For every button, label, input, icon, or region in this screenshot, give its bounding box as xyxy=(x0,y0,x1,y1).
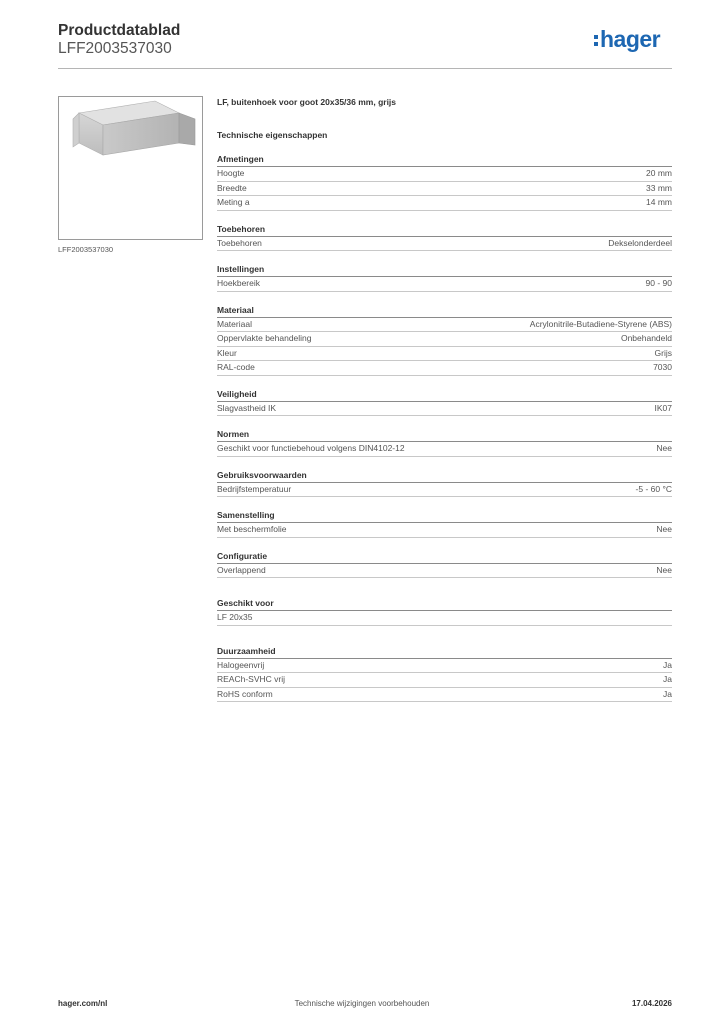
header-divider xyxy=(58,68,672,69)
spec-value: 90 - 90 xyxy=(645,278,672,288)
spec-value: IK07 xyxy=(654,402,672,413)
hager-logo xyxy=(594,26,660,53)
spec-value: Ja xyxy=(663,674,672,684)
spec-value: 33 mm xyxy=(646,182,672,193)
spec-label: RoHS conform xyxy=(217,688,273,699)
spec-label: Oppervlakte behandeling xyxy=(217,333,312,343)
spec-label: Toebehoren xyxy=(217,237,262,248)
section-title: Normen xyxy=(217,428,672,442)
spec-row xyxy=(217,442,672,457)
spec-value: Grijs xyxy=(654,347,672,358)
product-name: LF, buitenhoek voor goot 20x35/36 mm, grijs xyxy=(217,97,397,107)
page-title: Productdatablad xyxy=(58,22,181,39)
spec-row xyxy=(217,564,672,579)
spec-value: 14 mm xyxy=(646,197,672,207)
spec-value: Acrylonitrile-Butadiene-Styrene (ABS) xyxy=(529,318,672,329)
spec-label: Geschikt voor functiebehoud volgens DIN4102-12 xyxy=(217,443,405,453)
spec-label: Overlappend xyxy=(217,564,266,575)
section-title: Materiaal xyxy=(217,304,672,318)
spec-value: Onbehandeld xyxy=(620,333,672,343)
spec-label: Breedte xyxy=(217,182,247,193)
corner-piece-icon xyxy=(59,97,202,239)
spec-value: 7030 xyxy=(653,362,672,372)
logo-dots-icon xyxy=(594,32,598,49)
section-title: Duurzaamheid xyxy=(217,645,672,659)
spec-value: Nee xyxy=(656,564,672,575)
section-title: Instellingen xyxy=(217,263,672,277)
spec-label: Halogeenvrij xyxy=(217,659,265,670)
section-title: Gebruiksvoorwaarden xyxy=(217,469,672,483)
section-title: Afmetingen xyxy=(217,153,672,167)
spec-row xyxy=(217,347,672,362)
section-afmetingen xyxy=(217,153,672,211)
product-image xyxy=(58,96,203,240)
footer-website-link[interactable]: hager.com/nl xyxy=(58,999,108,1008)
spec-value: Ja xyxy=(663,688,672,699)
spec-row xyxy=(217,277,672,292)
spec-value: Nee xyxy=(656,443,672,453)
spec-value: Nee xyxy=(656,524,672,534)
spec-row xyxy=(217,182,672,197)
spec-row xyxy=(217,483,672,498)
section-instellingen xyxy=(217,263,672,292)
spec-label: Bedrijfstemperatuur xyxy=(217,483,292,494)
section-toebehoren xyxy=(217,223,672,252)
spec-label: Kleur xyxy=(217,347,237,358)
spec-row xyxy=(217,402,672,417)
section-geschikt-voor xyxy=(217,597,672,626)
spec-row xyxy=(217,523,672,538)
section-duurzaamheid xyxy=(217,645,672,703)
section-gebruiksvoorwaarden xyxy=(217,469,672,498)
section-materiaal xyxy=(217,304,672,376)
section-title: Toebehoren xyxy=(217,223,672,237)
spec-row xyxy=(217,673,672,688)
spec-label: Met beschermfolie xyxy=(217,524,287,534)
spec-content xyxy=(217,96,672,714)
spec-label: RAL-code xyxy=(217,362,255,372)
article-number: LFF2003537030 xyxy=(58,40,172,57)
section-veiligheid xyxy=(217,388,672,417)
spec-value: Dekselonderdeel xyxy=(608,237,672,248)
spec-value: 20 mm xyxy=(646,168,672,178)
spec-row xyxy=(217,688,672,703)
spec-row xyxy=(217,318,672,333)
section-normen xyxy=(217,428,672,457)
section-title: Configuratie xyxy=(217,550,672,564)
spec-value: Ja xyxy=(663,659,672,670)
tech-heading: Technische eigenschappen xyxy=(217,130,328,140)
image-caption: LFF2003537030 xyxy=(58,245,114,254)
spec-row xyxy=(217,167,672,182)
spec-label: LF 20x35 xyxy=(217,612,253,622)
spec-label: Meting a xyxy=(217,197,250,207)
spec-row xyxy=(217,196,672,211)
logo-text: hager xyxy=(600,26,661,52)
spec-label: Hoekbereik xyxy=(217,278,260,288)
spec-label: Slagvastheid IK xyxy=(217,402,277,413)
spec-row xyxy=(217,611,672,626)
section-samenstelling xyxy=(217,509,672,538)
footer-note: Technische wijzigingen voorbehouden xyxy=(294,999,430,1008)
footer-date: 17.04.2026 xyxy=(631,999,672,1008)
spec-row xyxy=(217,237,672,252)
spec-label: Materiaal xyxy=(217,318,252,329)
section-configuratie xyxy=(217,550,672,579)
section-title: Geschikt voor xyxy=(217,597,672,611)
spec-label: REACh-SVHC vrij xyxy=(217,674,286,684)
section-title: Veiligheid xyxy=(217,388,672,402)
spec-value: -5 - 60 °C xyxy=(635,483,672,494)
spec-row xyxy=(217,332,672,347)
section-title: Samenstelling xyxy=(217,509,672,523)
spec-row xyxy=(217,361,672,376)
spec-row xyxy=(217,659,672,674)
spec-label: Hoogte xyxy=(217,168,245,178)
